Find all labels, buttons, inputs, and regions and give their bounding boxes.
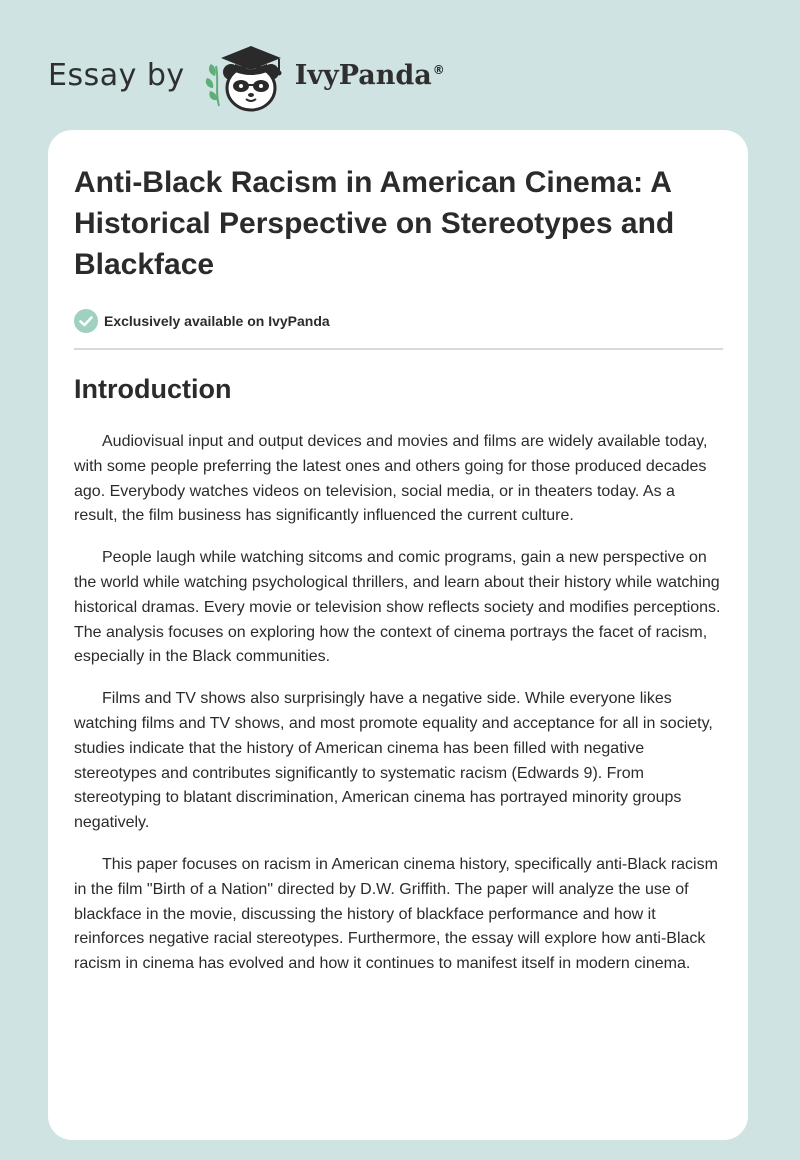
brand-name (295, 60, 445, 91)
essay-body (74, 430, 722, 977)
panda-graduate-icon (201, 36, 293, 114)
check-circle-icon (74, 309, 98, 333)
brand-name-text: IvyPanda (294, 59, 432, 91)
brand-header[interactable] (48, 36, 445, 114)
essay-card (48, 130, 748, 1140)
paragraph: Films and TV shows also surprisingly have a negative side. While everyone likes watching films and TV shows, and most promote equality and acceptance for all in society, studies indicate that the history of American cinema has been filled with negative stereotypes and contributes significantly to systematic racism (Edwards 9). From stereotyping to blatant discrimination, American cinema has portrayed minority groups negatively. (74, 690, 713, 832)
paragraph: People laugh while watching sitcoms and comic programs, gain a new perspective on the world while watching psychological thrillers, and learn about their history while watching historical dramas. Every movie or television show reflects society and modifies perceptions. The analysis focuses on exploring how the context of cinema portrays the facet of racism, especially in the Black communities. (74, 549, 721, 666)
registered-mark: ® (432, 62, 445, 77)
availability-badge (74, 306, 722, 336)
brand-prefix: Essay by (48, 57, 185, 93)
paragraph: Audiovisual input and output devices and movies and films are widely available today, with some people preferring the latest ones and others going for those produced decades ago. Everybody watches videos on television, social media, or in theaters today. As a result, the film business has significantly influenced the current culture. (74, 433, 708, 525)
divider (74, 348, 723, 350)
availability-text: Exclusively available on IvyPanda (104, 313, 330, 329)
section-heading: Introduction (74, 374, 232, 404)
paragraph: This paper focuses on racism in American cinema history, specifically anti-Black racism in the film "Birth of a Nation" directed by D.W. Griffith. The paper will analyze the use of blackface in the movie, discussing the history of blackface performance and how it reinforces negative racial stereotypes. Furthermore, the essay will explore how anti-Black racism in cinema has evolved and how it continues to manifest itself in modern cinema. (74, 855, 718, 973)
essay-title: Anti-Black Racism in American Cinema: A Historical Perspective on Stereotypes and Blackface (74, 166, 675, 281)
